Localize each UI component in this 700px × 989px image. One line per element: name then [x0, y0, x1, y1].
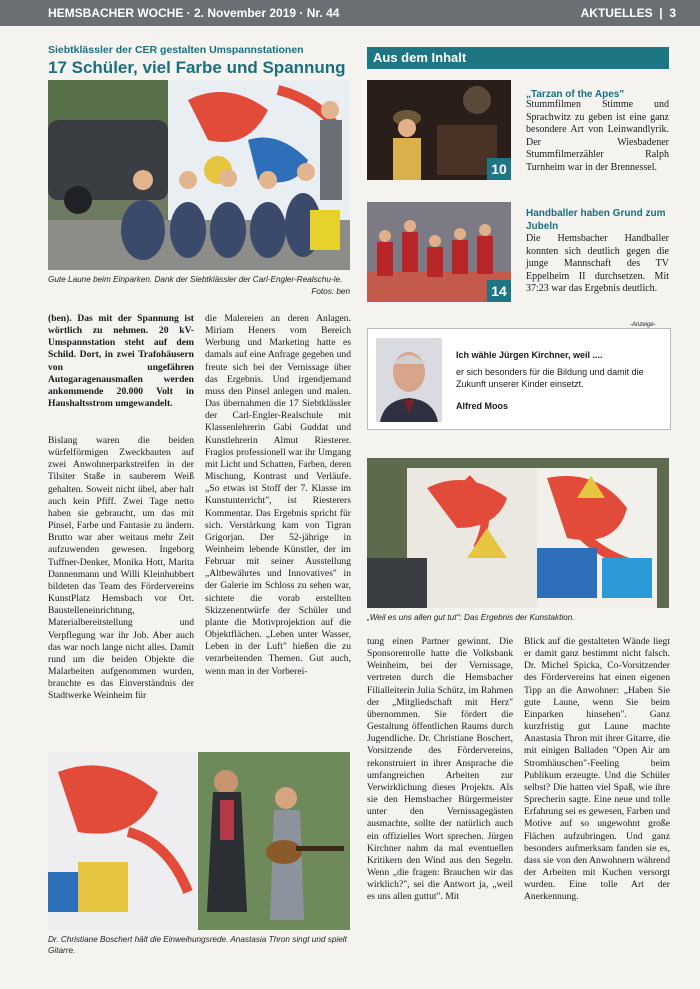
teaser1-title[interactable]: „Tarzan of the Apes": [526, 89, 625, 100]
page-header-bar: [0, 0, 700, 26]
article-column-2: die Malereien an deren Anlagen. Miriam Heners vom Bereich Werbung und Marketing hatte es damals auf eine Anfrage gegeben und freute sich bei der Vernissage über das Ergebnis. Und irgendjemand muss den Pinsel anlegen und malen. Das übernahmen die 17 Siebtklässler der Carl-Engler-Realschule mit Klassenlehrerin Gabi Guddat und Kunstlehrerin Almut Riesterer. Fraglos professionell war ihr Umgang mit Licht und Schatten, Farben, deren Mischung, Kontrast und Verläufe. „So etwas ist Stoff der 7. Klasse im Kunstunterricht", ist Riesterers Kommentar. Das Ergebnis spricht für sich. Verstärkung kam von Tigran Grigorjan. Der 52-jährige in Weinheim lebende Künstler, der im Februar mit seiner Ausstellung „Altbewährtes und Innovatives" in der Galerie im Schloss zu sehen war, sichtete die vorab erstellten Skizzenentwürfe der Schüler und plante die Motivprojektion auf die Objektflächen. „Leben unter Wasser, Leben in der Luft" hießen die zu verarbeitenden Themen. Gut auch, wenn man in der Vorberei-: [205, 313, 352, 677]
ad-headline: Ich wähle Jürgen Kirchner, weil ....: [456, 350, 603, 360]
photo-opening-speech: [48, 752, 350, 930]
publication-info: HEMSBACHER WOCHE · 2. November 2019 · Nr. 44: [48, 6, 340, 20]
ad-portrait: [376, 338, 442, 422]
photo2-caption: „Weil es uns allen gut tut": Das Ergebnis der Kunstaktion.: [367, 613, 575, 622]
teaser2-title[interactable]: Handballer haben Grund zum Jubeln: [526, 208, 666, 232]
article-title: 17 Schüler, viel Farbe und Spannung: [48, 58, 346, 77]
teaser2-page-badge[interactable]: 14: [487, 280, 511, 302]
photo1-credit: Fotos: ben: [311, 287, 350, 296]
photo3-caption: Dr. Christiane Boschert hält die Einweihungsrede. Anastasia Thron singt und spielt Gitarre.: [48, 935, 347, 955]
article-lead: (ben). Das mit der Spannung ist wörtlich zu nehmen. 20 kV-Umspannstation steht auf dem Schild. Dort, in zwei Trafohäusern von ungefähren Autogaragenausmaßen werden ankommende 20.000 Volt in Haushaltsstrom umgewandelt.: [48, 313, 194, 410]
photo-students: [48, 80, 350, 270]
page-number: 3: [669, 6, 676, 20]
article-column-4: Blick auf die gestalteten Wände liegt er damit ganz bestimmt nicht falsch. Dr. Michel Spicka, Co-Vorsitzender des Fördervereins hat einen eigenen Tipp an die Anwohner: „Haben Sie gute Laune, wenn Sie beim Einparken hinsehen". Ganz kurzfristig gut Laune machte Anastasia Thron mit ihrer Gitarre, die mit einigen Balladen "Open Air am Stromhäuschen"-Feeling beim Publikum erzeugte. Und die Schüler selbst? Die hatten viel Spaß, wie ihre Sprecherin sagte. Eine neue und tolle Erfahrung sei es gewesen, Farben und Motive auf so ungewohnt große Flächen aufzubringen. Und ganz besonders aufmerksam fanden sie es, dass sie von den Anwohnern während der Arbeiten mit Kuchen versorgt wurden. Eine tolle Art der Anerkennung.: [524, 636, 670, 903]
teaser2-text: Die Hemsbacher Handballer konnten sich deutlich gegen die junge Mannschaft des TV Eppelheim II durchsetzen. Mit 37:23 war das Ergebnis deutlich.: [526, 233, 669, 294]
ad-label: -Anzeige-: [630, 322, 656, 328]
sidebar-title: Aus dem Inhalt: [373, 50, 467, 65]
teaser1-page-badge[interactable]: 10: [487, 158, 511, 180]
ad-box: [367, 328, 671, 430]
article-column-3: tung einen Partner gewinnt. Die Sponsorenrolle hatte die Volksbank Weinheim, bei der Vernissage, vertreten durch die Hemsbacher Filialleiterin Julia Schütz, im Rahmen der „Mitgliedschaft mit Herz" übernommen. Sie fördert die Gestaltung öffentlichen Raums durch Jugendliche. Dr. Christiane Boschert, Vorsitzende des Fördervereins, rekonstruiert in ihrer Ansprache die umfangreichen Arbeiten zur Verwirklichung dieses Projekts. Als sie den Hemsbacher Bürgermeister unter den Vernissagegästen ausmachte, sollte der natürlich auch ein offizielles Wort sprechen. Jürgen Kirchner nahm da mal eventuellen Kritikern den Wind aus den Segeln. Wenn „die fragen: Brauchen wir das wirklich?", sei die Antwort ja, „weil es uns allen guttut". Mit: [367, 636, 513, 903]
section-page: AKTUELLES | 3: [580, 6, 676, 20]
section-label: AKTUELLES: [580, 6, 653, 20]
ad-text: er sich besonders für die Bildung und damit die Zukunft unserer Kinder einsetzt.: [456, 367, 644, 389]
ad-name: Alfred Moos: [456, 401, 509, 411]
sidebar-header: [367, 47, 669, 69]
article-column-1: Bislang waren die beiden würfelförmigen Zweckbauten auf zwei Anwohnerparkstreifen in der Tilsiter Staße in sauberem Weiß gehalten. Soweit nicht übel, aber halt auch kein Pfiff. Zwei Tage netto haben sie gebraucht, um das mit Pinsel, Farbe und Fantasie zu ändern. Brutto war aber weitaus mehr Zeit aufzuwenden gewesen. Ingeborg Tuffner-Denker, Monika Hott, Marita Dannenmann und Willi Kleinhubbert bildeten das Team des Fördervereins KunstPlatz Hemsbach vor Ort. Baustelleneinrichtung, Materialbereitstellung und Verpflegung war ihr Job. Aber auch das war noch lange nicht alles. Damit rund um die beiden Objekte die Malarbeiten aufgenommen wurden, brauchte es das Einverständnis der Stadtwerke Weinheim für: [48, 435, 194, 702]
article-kicker: Siebtklässler der CER gestalten Umspannstationen: [48, 44, 304, 56]
teaser1-text: Stummfilmen Stimme und Sprachwitz zu geben ist eine ganz besondere Art von Leinwandlyrik. Der Wiesbadener Stummfilmerzähler Ralph Turnheim war in der Brennessel.: [526, 99, 669, 173]
photo1-caption: Gute Laune beim Einparken. Dank der Siebtklässler der Carl-Engler-Realschu-le.: [48, 275, 343, 284]
photo-substation: [367, 458, 669, 608]
